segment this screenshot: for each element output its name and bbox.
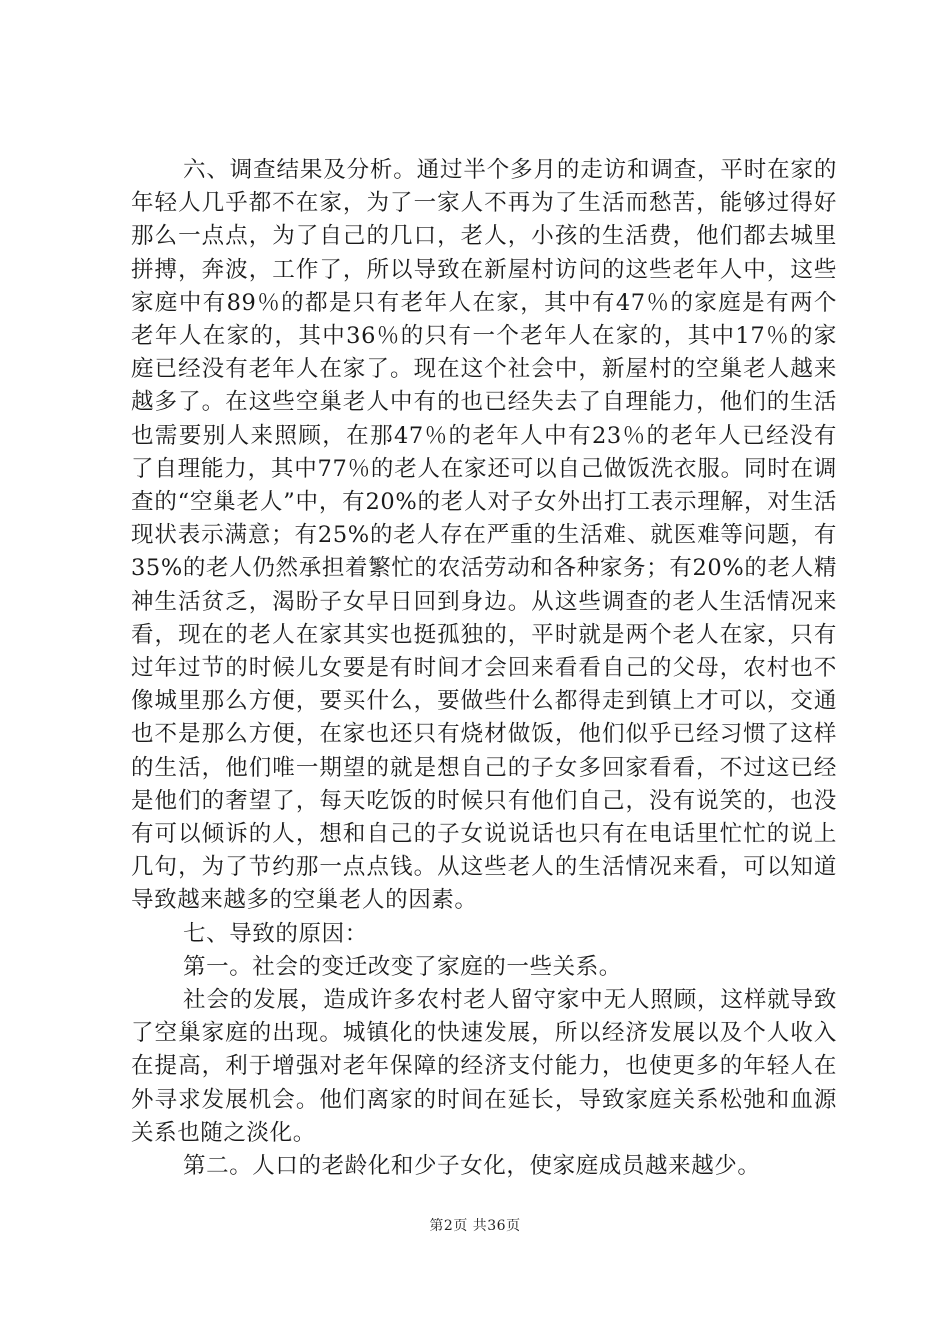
subheading-first-cause: 第一。社会的变迁改变了家庭的一些关系。 [183, 953, 622, 980]
document-body [131, 154, 837, 1183]
paragraph-social-development: 社会的发展，造成许多农村老人留守家中无人照顾，这样就导致了空巢家庭的出现。城镇化的快速发展，所以经济发展以及个人收入在提高，利于增强对老年保障的经济支付能力，也使更多的年轻人在外寻求发展机会。他们离家的时间在延长，导致家庭关系松弛和血源关系也随之淡化。 [131, 987, 837, 1146]
subheading-second-cause: 第二。人口的老龄化和少子女化，使家庭成员越来越少。 [183, 1153, 761, 1180]
heading-causes: 七、导致的原因： [183, 920, 368, 947]
page-footer: 第2页 共36页 [429, 1218, 521, 1234]
paragraph-survey-results: 六、调查结果及分析。通过半个多月的走访和调查，平时在家的年轻人几乎都不在家，为了一家人不再为了生活而愁苦，能够过得好那么一点点，为了自己的几口，老人，小孩的生活费，他们都去城里拼搏，奔波，工作了，所以导致在新屋村访问的这些老年人中，这些家庭中有89％的都是只有老年人在家，其中有47％的家庭是有两个老年人在家的，其中36％的只有一个老年人在家的，其中17％的家庭已经没有老年人在家了。现在这个社会中，新屋村的空巢老人越来越多了。在这些空巢老人中有的也已经失去了自理能力，他们的生活也需要别人来照顾，在那47％的老年人中有23％的老年人已经没有了自理能力，其中77％的老人在家还可以自己做饭洗衣服。同时在调查的“空巢老人”中，有20%的老人对子女外出打工表示理解，对生活现状表示满意；有25%的老人存在严重的生活难、就医难等问题，有35%的老人仍然承担着繁忙的农活劳动和各种家务；有20%的老人精神生活贫乏，渴盼子女早日回到身边。从这些调查的老人生活情况来看，现在的老人在家其实也挺孤独的，平时就是两个老人在家，只有过年过节的时候儿女要是有时间才会回来看看自己的父母，农村也不像城里那么方便，要买什么，要做些什么都得走到镇上才可以，交通也不是那么方便，在家也还只有烧材做饭，他们似乎已经习惯了这样的生活，他们唯一期望的就是想自己的子女多回家看看，不过这已经是他们的奢望了，每天吃饭的时候只有他们自己，没有说笑的，也没有可以倾诉的人，想和自己的子女说说话也只有在电话里忙忙的说上几句，为了节约那一点点钱。从这些老人的生活情况来看，可以知道导致越来越多的空巢老人的因素。 [131, 157, 837, 914]
